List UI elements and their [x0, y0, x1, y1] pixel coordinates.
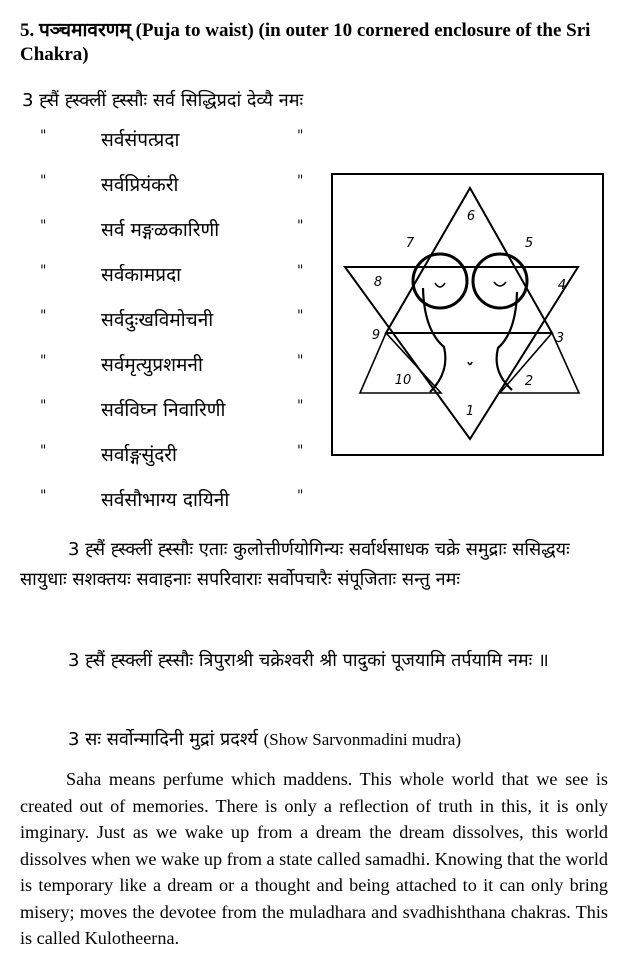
list-item	[40, 261, 330, 306]
list-item-text: सर्वाङ्गसुंदरी	[101, 444, 177, 466]
heading-sanskrit-title: पञ्चमावरणम्	[39, 19, 131, 41]
heading-subtitle: (Puja to waist) (in outer 10 cornered enclosure of the Sri Chakra)	[20, 20, 591, 65]
ditto-mark: "	[297, 173, 304, 189]
list-item	[40, 351, 330, 396]
heading-number: 5.	[20, 20, 35, 41]
list-item-text: सर्वमृत्युप्रशमनी	[101, 354, 203, 376]
mantra-first-line: 3 ह्सैं ह्स्क्लीं ह्स्सौः सर्व सिद्धिप्रदां देव्यै नमः	[22, 90, 304, 111]
mudra-instruction	[20, 725, 610, 755]
mudra-english: (Show Sarvonmadini mudra)	[263, 730, 461, 749]
ditto-mark: "	[297, 263, 304, 279]
ditto-mark: "	[40, 488, 47, 504]
diagram-label-8: 8	[373, 275, 383, 290]
ditto-mark: "	[297, 128, 304, 144]
left-breast-circle	[413, 254, 467, 308]
diagram-label-9: 9	[371, 328, 381, 343]
list-item-text: सर्वदुःखविमोचनी	[101, 309, 214, 331]
mudra-sanskrit: 3 सः सर्वोन्मादिनी मुद्रां प्रदर्श्य	[68, 729, 258, 750]
list-item	[40, 396, 330, 441]
list-item	[40, 486, 330, 531]
downward-triangle	[345, 267, 578, 439]
list-item	[40, 126, 330, 171]
right-nipple-mark	[494, 282, 506, 286]
list-item-text: सर्वप्रियंकरी	[101, 174, 179, 196]
list-item-text: सर्वसौभाग्य दायिनी	[101, 489, 230, 511]
list-item-text: सर्वकामप्रदा	[101, 264, 182, 286]
ditto-mark: "	[40, 308, 47, 324]
diagram-label-2: 2	[524, 374, 534, 389]
diagram-label-6: 6	[466, 209, 476, 224]
right-breast-circle	[473, 254, 527, 308]
list-item	[40, 216, 330, 261]
ditto-mark: "	[40, 353, 47, 369]
list-item	[40, 441, 330, 486]
ditto-mark: "	[297, 398, 304, 414]
ditto-mark: "	[40, 263, 47, 279]
left-nipple-mark	[435, 283, 445, 287]
ditto-mark: "	[40, 443, 47, 459]
list-item	[40, 171, 330, 216]
ditto-mark: "	[297, 308, 304, 324]
diagram-label-3: 3	[555, 331, 565, 346]
ditto-mark: "	[40, 173, 47, 189]
diagram-label-4: 4	[557, 278, 567, 293]
mantra-paragraph-1: 3 ह्सैं ह्स्क्लीं ह्स्सौः एताः कुलोत्तीर्णयोगिन्यः सर्वार्थसाधक चक्रे समुद्राः ससिद्धयः सायुधाः सशक्तयः सवाहनाः सपरिवाराः सर्वोपचारैः संपूजिताः सन्तु नमः	[20, 539, 570, 590]
sri-chakra-diagram	[330, 172, 605, 457]
ditto-mark: "	[297, 218, 304, 234]
ditto-mark: "	[40, 398, 47, 414]
commentary-paragraph: Saha means perfume which maddens. This whole world that we see is created out of memories. There is only a reflection of truth in this, it is only imginary. Just as we wake up from a dream the dream dissolves, this world dissolves when we wake up from a state called samadhi. Knowing that the world is temporary like a dream or a thought and being attached to it can only bring misery; moves the devotee from the muladhara and svadhishthana chakras. This is called Kulotheerna.	[20, 769, 608, 948]
ditto-mark: "	[40, 128, 47, 144]
list-item-text: सर्व मङ्गळकारिणी	[101, 219, 220, 241]
diagram-label-7: 7	[405, 236, 415, 251]
list-item-text: सर्वविघ्न निवारिणी	[101, 399, 226, 421]
navel-mark	[468, 362, 472, 365]
mantra-paragraph-2: 3 ह्सैं ह्स्क्लीं ह्स्सौः त्रिपुराश्री चक्रेश्वरी श्री पादुकां पूजयामि तर्पयामि नमः ॥	[68, 650, 549, 671]
section-heading	[20, 18, 620, 67]
ditto-mark: "	[40, 218, 47, 234]
diagram-label-10: 10	[394, 373, 412, 388]
list-item-text: सर्वसंपत्प्रदा	[101, 129, 180, 151]
ditto-mark: "	[297, 443, 304, 459]
shakti-name-list	[40, 126, 330, 531]
lower-right-triangle	[500, 333, 579, 393]
diagram-label-1: 1	[465, 404, 475, 419]
list-item	[40, 306, 330, 351]
ditto-mark: "	[297, 353, 304, 369]
diagram-label-5: 5	[524, 236, 534, 251]
ditto-mark: "	[297, 488, 304, 504]
